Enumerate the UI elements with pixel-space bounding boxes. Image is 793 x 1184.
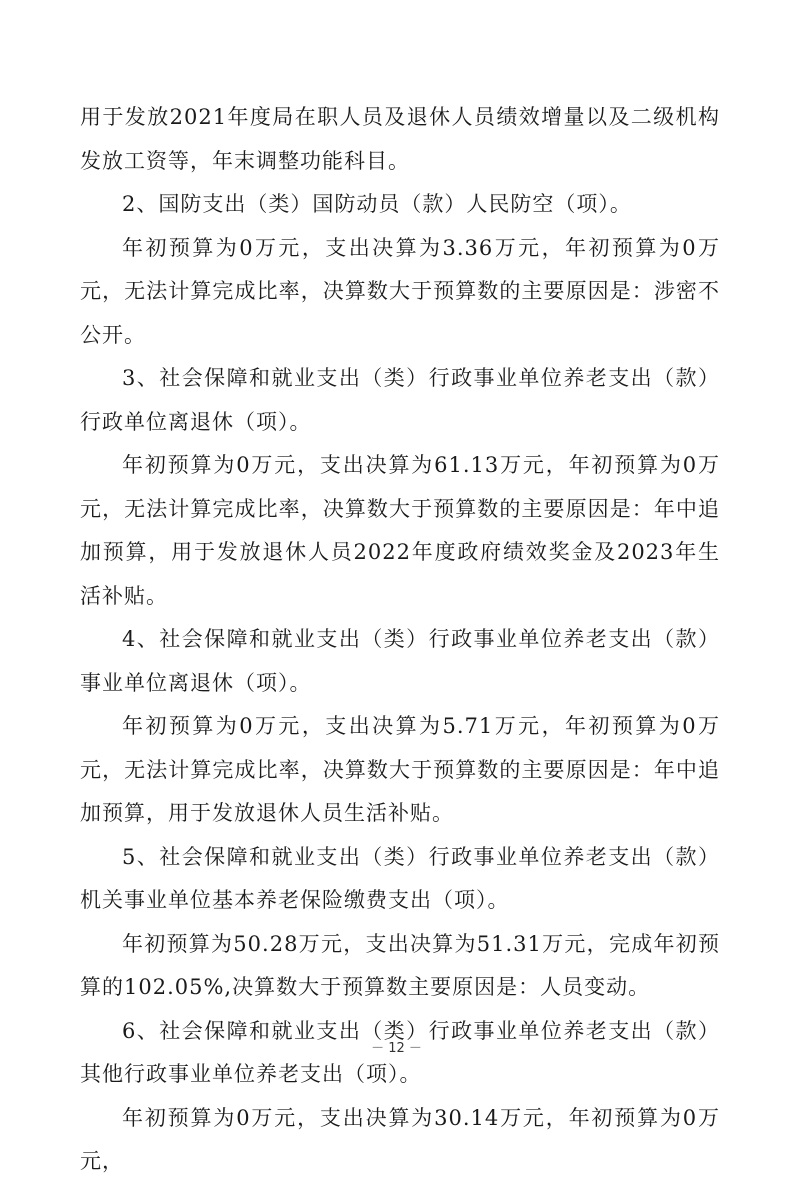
paragraph-item-6-detail: 年初预算为0万元，支出决算为30.14万元，年初预算为0万元，	[80, 1105, 720, 1173]
paragraph-item-3-heading: 3、社会保障和就业支出（类）行政事业单位养老支出（款）行政单位离退休（项）。	[80, 366, 720, 434]
document-body	[80, 96, 720, 1184]
paragraph-item-5-heading: 5、社会保障和就业支出（类）行政事业单位养老支出（款）机关事业单位基本养老保险缴费支出（项）。	[80, 844, 720, 912]
paragraph-item-5-detail: 年初预算为50.28万元，支出决算为51.31万元，完成年初预算的102.05%,决算数大于预算数主要原因是：人员变动。	[80, 931, 720, 999]
page-number: － 12 －	[371, 1041, 422, 1056]
paragraph-item-6-heading: 6、社会保障和就业支出（类）行政事业单位养老支出（款）其他行政事业单位养老支出（项）。	[80, 1018, 720, 1086]
paragraph-item-2-detail: 年初预算为0万元，支出决算为3.36万元，年初预算为0万元，无法计算完成比率，决算数大于预算数的主要原因是：涉密不公开。	[80, 235, 720, 347]
paragraph-item-4-detail: 年初预算为0万元，支出决算为5.71万元，年初预算为0万元，无法计算完成比率，决算数大于预算数的主要原因是：年中追加预算，用于发放退休人员生活补贴。	[80, 714, 720, 825]
paragraph-item-3-detail: 年初预算为0万元，支出决算为61.13万元，年初预算为0万元，无法计算完成比率，决算数大于预算数的主要原因是：年中追加预算，用于发放退休人员2022年度政府绩效奖金及2023年生活补贴。	[80, 453, 720, 608]
paragraph-item-4-heading: 4、社会保障和就业支出（类）行政事业单位养老支出（款）事业单位离退休（项）。	[80, 627, 720, 695]
paragraph-continuation: 用于发放2021年度局在职人员及退休人员绩效增量以及二级机构发放工资等，年末调整功能科目。	[80, 105, 720, 173]
paragraph-item-2-heading: 2、国防支出（类）国防动员（款）人民防空（项）。	[122, 192, 632, 216]
